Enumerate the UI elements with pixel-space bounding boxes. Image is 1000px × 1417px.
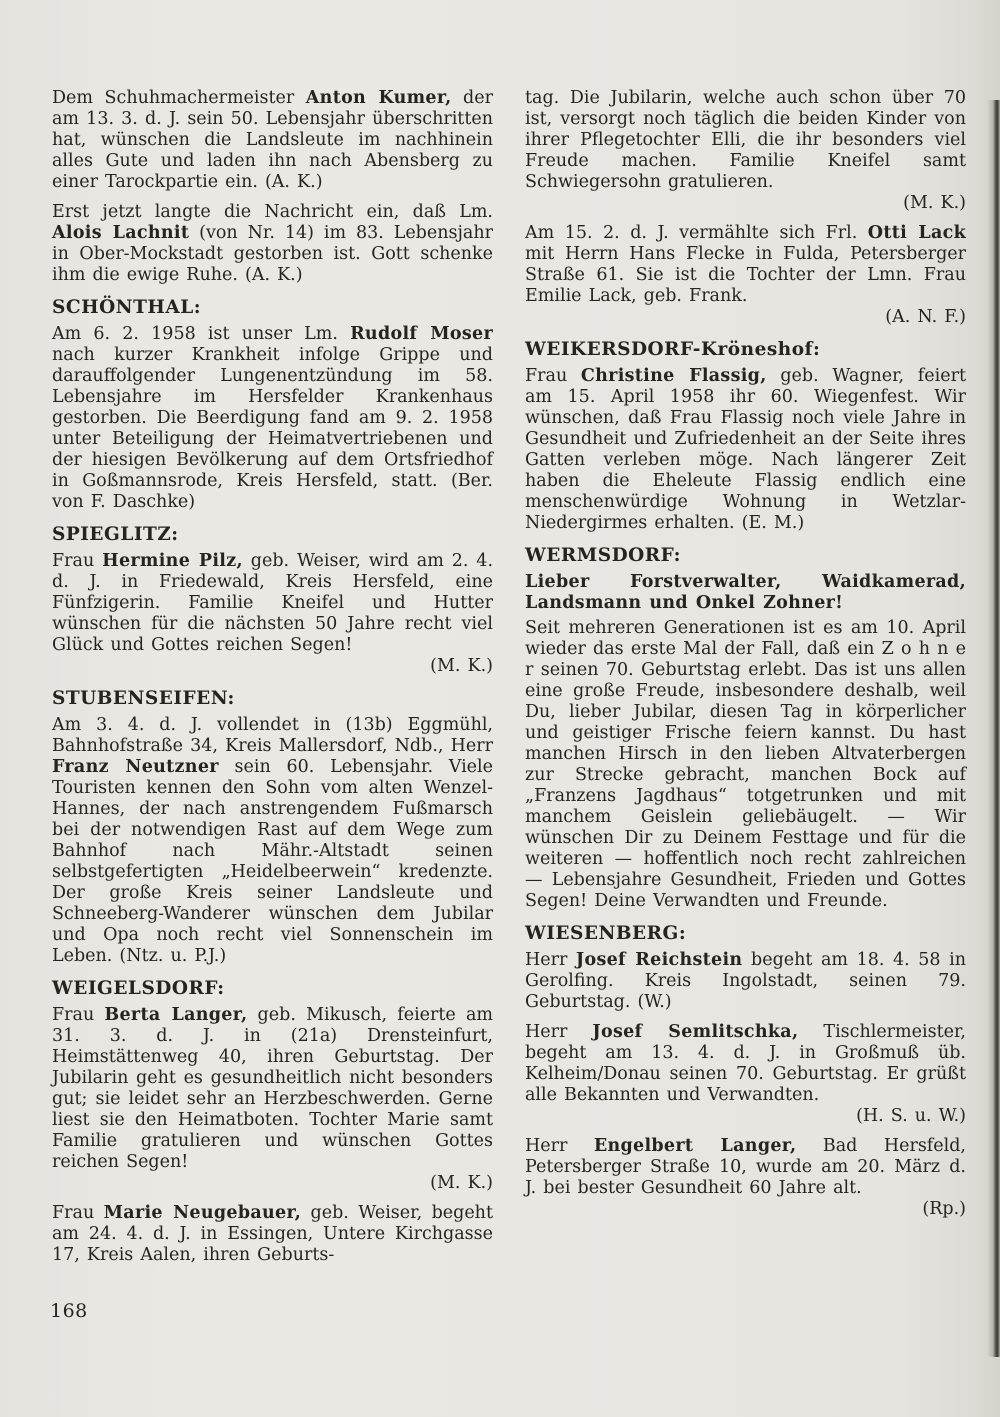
left-column <box>52 88 493 1275</box>
paragraph <box>52 1203 493 1266</box>
text-segment: nach kurzer Krankheit infolge Grippe und darauffolgender Lungenentzündung im 58. Lebensjahre im Hersfelder Krankenhaus gestorben. Die Beerdigung fand am 9. 2. 1958 unter Beteiligung der Heimatvertriebenen und der hiesigen Bevölkerung auf dem Ortsfriedhof in Goßmannsrode, Kreis Hersfeld, statt. (Ber. von F. Daschke) <box>52 345 493 512</box>
paragraph <box>52 715 493 967</box>
text-segment: geb. Weiser, begeht am 24. 4. d. J. in Essingen, Untere Kirchgasse 17, Kreis Aalen, ihren Geburts- <box>52 1203 493 1265</box>
bold-text: Otti Lack <box>867 223 966 243</box>
text-segment: Am 15. 2. d. J. vermählte sich Frl. <box>525 223 868 243</box>
bold-text: Franz Neutzner <box>52 757 219 777</box>
paragraph <box>525 950 966 1013</box>
paragraph <box>525 1136 966 1220</box>
bold-text: Anton Kumer, <box>305 88 452 108</box>
bold-text: Marie Neugebauer, <box>103 1203 302 1223</box>
paragraph <box>52 202 493 286</box>
text-segment: Dem Schuhmachermeister <box>52 88 306 108</box>
bold-text: Rudolf Moser <box>350 324 494 344</box>
right-column <box>525 88 966 1275</box>
text-segment: mit Herrn Hans Flecke in Fulda, Petersberger Straße 61. Sie ist die Tochter der Lmn. Frau Emilie Lack, geb. Frank. <box>525 244 966 306</box>
section-heading: WEIKERSDORF-Kröneshof: <box>525 339 821 360</box>
text-segment: Tischlermeister, begeht am 13. 4. d. J. in Großmuß üb. Kelheim/Donau seinen 70. Geburtstag. Er grüßt alle Bekannten und Verwandten. <box>525 1022 966 1105</box>
text-segment: begeht am 18. 4. 58 in Gerolfing. Kreis Ingolstadt, seinen 79. Geburtstag. (W.) <box>525 950 966 1012</box>
bold-text: Christine Flassig, <box>580 366 767 386</box>
text-segment: Erst jetzt langte die Nachricht ein, daß Lm. <box>52 202 493 222</box>
scan-page-edge-shadow <box>987 100 1000 1357</box>
text-segment: Herr <box>525 950 576 970</box>
bold-text: Alois Lachnit <box>52 223 190 243</box>
text-segment: der am 13. 3. d. J. sein 50. Lebensjahr überschritten hat, wünschen die Landsleute im nachhinein alles Gute und laden ihn nach Abensberg zu einer Tarockpartie ein. (A. K.) <box>52 88 493 192</box>
bold-text: Josef Reichstein <box>575 950 743 970</box>
text-segment: geb. Wagner, feiert am 15. April 1958 ihr 60. Wiegenfest. Wir wünschen, daß Frau Flassig noch viele Jahre in Gesundheit und Zufriedenheit an der Seite ihres Gatten verleben möge. Nach längerer Zeit haben die Eheleute Flassig endlich eine menschenwürdige Wohnung in Wetzlar-Niedergirmes erhalten. (E. M.) <box>525 366 966 533</box>
paragraph <box>52 88 493 193</box>
paragraph <box>525 618 966 912</box>
signature-initials: (M. K.) <box>430 1173 493 1193</box>
text-segment: geb. Weiser, wird am 2. 4. d. J. in Friedewald, Kreis Hersfeld, eine Fünfzigerin. Familie Kneifel und Hutter wünschen für die nächsten 50 Jahre recht viel Glück und Gottes reichen Segen! <box>52 551 494 655</box>
text-segment: Frau <box>52 551 103 571</box>
bold-text: Josef Semlitschka, <box>592 1022 799 1042</box>
bold-text: Engelbert Langer, <box>593 1136 797 1156</box>
text-segment: Bad Hersfeld, Petersberger Straße 10, wurde am 20. März d. J. bei bester Gesundheit 60 Jahre alt. <box>525 1136 966 1198</box>
paragraph <box>525 366 966 534</box>
signature-initials: (M. K.) <box>430 656 493 676</box>
text-segment: Frau <box>52 1203 104 1223</box>
paragraph <box>52 324 493 513</box>
text-segment: Am 6. 2. 1958 ist unser Lm. <box>52 324 351 344</box>
text-segment: (von Nr. 14) im 83. Lebensjahr in Ober-Mockstadt gestorben ist. Gott schenke ihm die ewige Ruhe. (A. K.) <box>52 223 493 285</box>
page-number: 168 <box>50 1300 88 1322</box>
text-segment: Frau <box>525 366 581 386</box>
section-heading: WEIGELSDORF: <box>52 978 225 999</box>
paragraph <box>525 1022 966 1127</box>
bold-text: Berta Langer, <box>104 1005 248 1025</box>
signature-initials: (Rp.) <box>922 1199 966 1219</box>
text-segment: Am 3. 4. d. J. vollendet in (13b) Eggmühl, Bahnhofstraße 34, Kreis Mallersdorf, Ndb., Herr <box>52 715 493 756</box>
section-heading: SPIEGLITZ: <box>52 524 179 545</box>
section-heading: WERMSDORF: <box>525 545 681 566</box>
paragraph <box>52 551 493 677</box>
text-segment: tag. Die Jubilarin, welche auch schon über 70 ist, versorgt noch täglich die beiden Kinder von ihrer Pflegetochter Elli, die ihr besonders viel Freude machen. Familie Kneifel samt Schwiegersohn gratulieren. <box>525 88 966 192</box>
section-heading: STUBENSEIFEN: <box>52 688 235 709</box>
text-segment: sein 60. Lebensjahr. Viele Touristen kennen den Sohn vom alten Wenzel-Hannes, der nach anstrengendem Fußmarsch bei der notwendigen Rast auf dem Wege zum Bahnhof nach Mähr.-Altstadt seinen selbstgefertigten „Heidelbeerwein“ kredenzte. Der große Kreis seiner Landsleute und Schneeberg-Wanderer wünschen dem Jubilar und Opa noch recht viel Sonnenschein im Leben. (Ntz. u. P.J.) <box>52 757 493 966</box>
signature-initials: (M. K.) <box>903 193 966 213</box>
bold-text: Lieber Forstverwalter, Waidkamerad, Landsmann und Onkel Zohner! <box>525 572 966 613</box>
bold-text: Hermine Pilz, <box>102 551 243 571</box>
signature-initials: (A. N. F.) <box>885 307 966 327</box>
paragraph <box>525 572 966 614</box>
section-heading: SCHÖNTHAL: <box>52 297 202 318</box>
text-segment: Herr <box>525 1022 593 1042</box>
paragraph <box>525 223 966 328</box>
section-heading: WIESENBERG: <box>525 923 687 944</box>
paragraph <box>52 1005 493 1194</box>
text-segment: geb. Mikusch, feierte am 31. 3. d. J. in (21a) Drensteinfurt, Heimstättenweg 40, ihren Geburtstag. Der Jubilarin geht es gesundheitlich nicht besonders gut; sie leidet sehr an Herzbeschwerden. Gerne liest sie den Heimatboten. Tochter Marie samt Familie gratulieren und wünschen Gottes reichen Segen! <box>52 1005 494 1172</box>
text-columns <box>52 88 966 1275</box>
text-segment: Herr <box>525 1136 594 1156</box>
text-segment: Frau <box>52 1005 105 1025</box>
signature-initials: (H. S. u. W.) <box>856 1106 966 1126</box>
paragraph <box>525 88 966 214</box>
text-segment: Seit mehreren Generationen ist es am 10. April wieder das erste Mal der Fall, daß ein Z o h n e r seinen 70. Geburtstag erlebt. Das ist uns allen eine große Freude, insbesondere deshalb, weil Du, lieber Jubilar, diesen Tag in körperlicher und geistiger Frische feiern kannst. Du hast manchen Hirsch in den lieben Altvaterbergen zur Strecke gebracht, manchen Bock auf „Franzens Jagdhaus“ totgetrunken und mit manchem Geislein geliebäugelt. — Wir wünschen Dir zu Deinem Festtage und für die weiteren — hoffentlich noch recht zahlreichen — Lebensjahre Gesundheit, Frieden und Gottes Segen! Deine Verwandten und Freunde. <box>525 618 966 911</box>
